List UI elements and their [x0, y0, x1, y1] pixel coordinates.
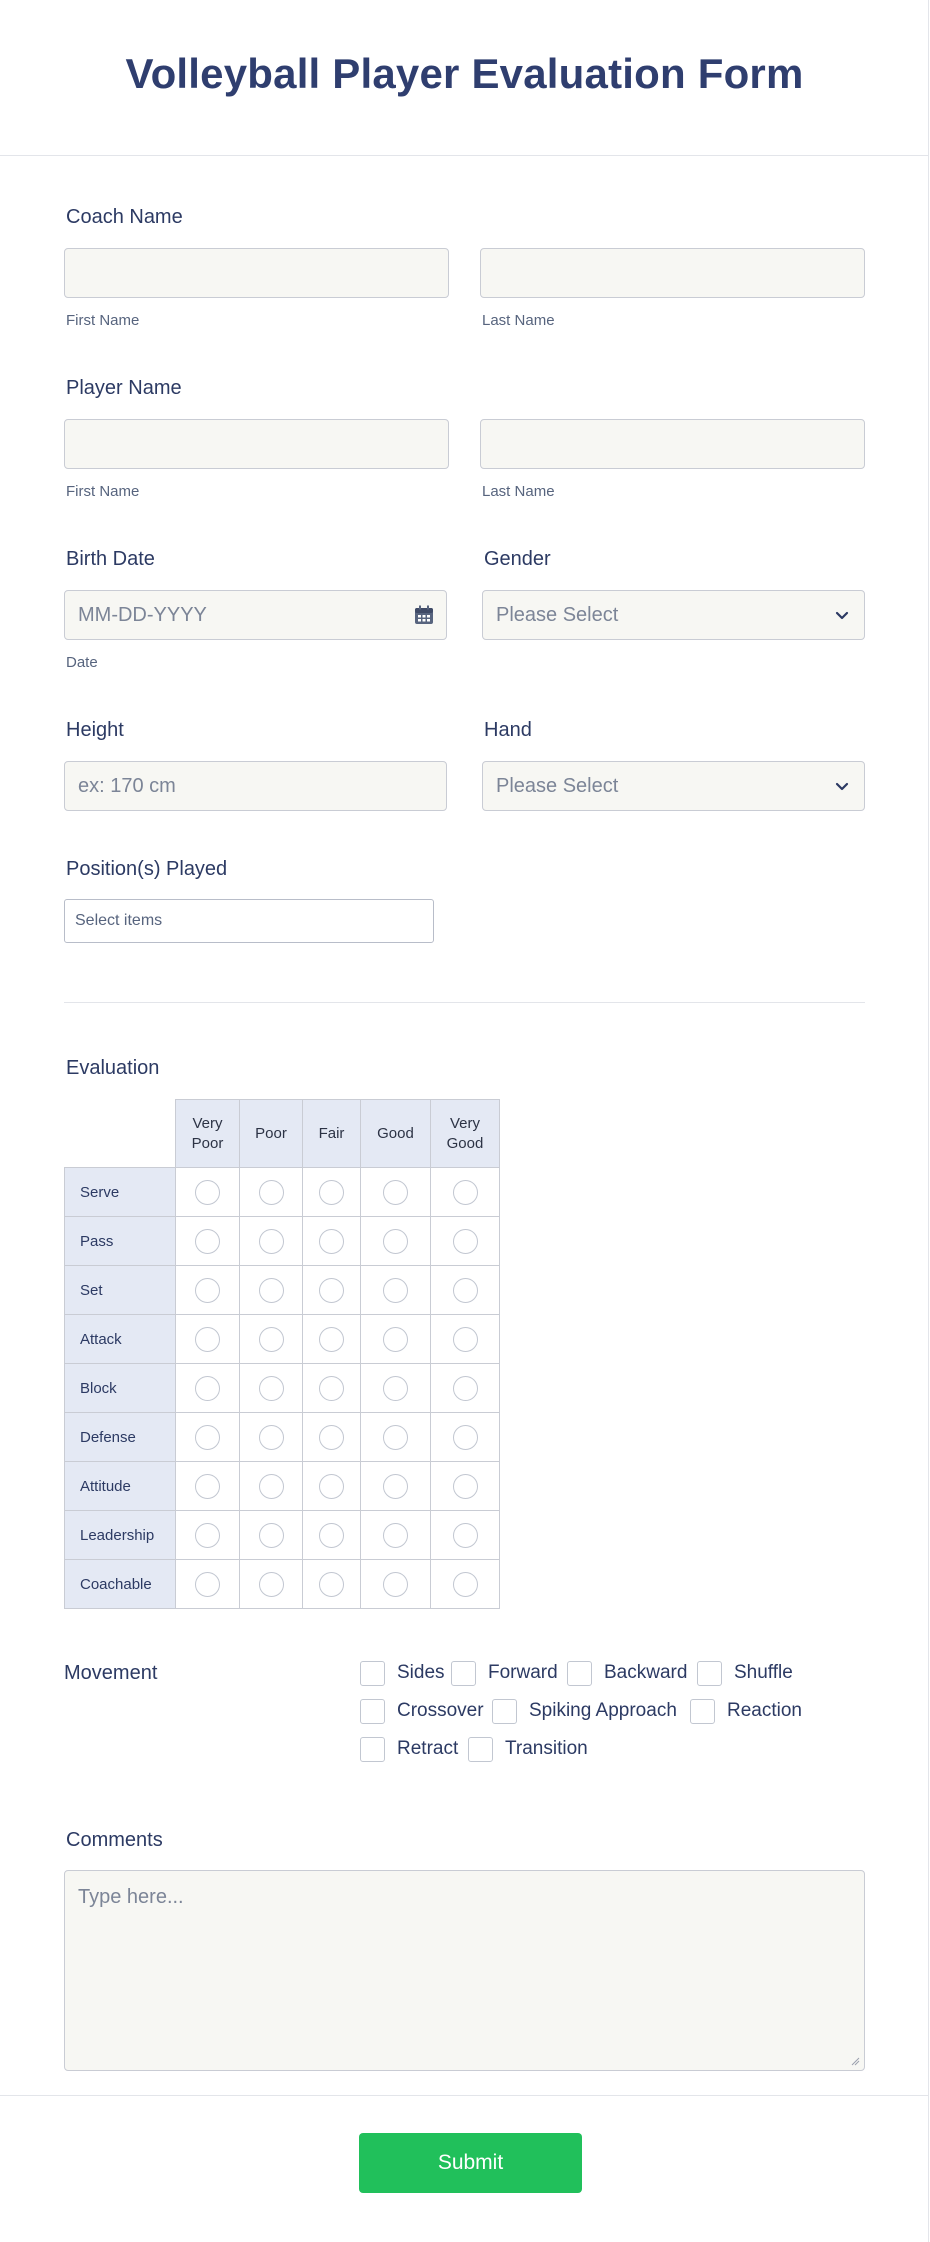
- matrix-cell: [361, 1511, 431, 1560]
- rating-radio[interactable]: [195, 1523, 220, 1548]
- matrix-cell: [431, 1217, 500, 1266]
- rating-radio[interactable]: [319, 1572, 344, 1597]
- form-header: [0, 0, 929, 156]
- player-first-name-input[interactable]: [64, 419, 449, 469]
- matrix-cell: [303, 1168, 361, 1217]
- checkbox-box[interactable]: [360, 1661, 385, 1686]
- rating-radio[interactable]: [383, 1180, 408, 1205]
- positions-label: Position(s) Played: [66, 858, 228, 880]
- rating-radio[interactable]: [453, 1474, 478, 1499]
- matrix-row-label: Leadership: [65, 1511, 176, 1560]
- rating-radio[interactable]: [453, 1327, 478, 1352]
- player-name-label: Player Name: [66, 377, 182, 399]
- matrix-cell: [431, 1462, 500, 1511]
- matrix-cell: [240, 1266, 303, 1315]
- rating-radio[interactable]: [319, 1474, 344, 1499]
- matrix-row: [65, 1217, 500, 1266]
- checkbox-label: Reaction: [727, 1700, 802, 1721]
- chevron-down-icon: [832, 605, 852, 625]
- checkbox-label: Crossover: [397, 1700, 484, 1721]
- gender-label: Gender: [484, 548, 551, 570]
- matrix-cell: [176, 1168, 240, 1217]
- matrix-cell: [176, 1511, 240, 1560]
- evaluation-label: Evaluation: [66, 1057, 160, 1079]
- rating-radio[interactable]: [195, 1229, 220, 1254]
- height-placeholder: ex: 170 cm: [78, 775, 176, 797]
- rating-radio[interactable]: [195, 1278, 220, 1303]
- matrix-cell: [361, 1413, 431, 1462]
- checkbox-label: Forward: [488, 1662, 558, 1683]
- rating-radio[interactable]: [319, 1376, 344, 1401]
- matrix-cell: [240, 1364, 303, 1413]
- matrix-column-header: Very Good: [431, 1100, 500, 1168]
- rating-radio[interactable]: [383, 1474, 408, 1499]
- matrix-column-header: Very Poor: [176, 1100, 240, 1168]
- rating-radio[interactable]: [259, 1523, 284, 1548]
- rating-radio[interactable]: [259, 1425, 284, 1450]
- matrix-row: [65, 1315, 500, 1364]
- rating-radio[interactable]: [319, 1180, 344, 1205]
- matrix-cell: [431, 1168, 500, 1217]
- rating-radio[interactable]: [319, 1327, 344, 1352]
- rating-radio[interactable]: [195, 1180, 220, 1205]
- matrix-cell: [240, 1560, 303, 1609]
- matrix-row: [65, 1266, 500, 1315]
- rating-radio[interactable]: [453, 1180, 478, 1205]
- matrix-row: [65, 1511, 500, 1560]
- coach-first-name-input[interactable]: [64, 248, 449, 298]
- rating-radio[interactable]: [453, 1376, 478, 1401]
- comments-textarea[interactable]: [64, 1870, 865, 2071]
- matrix-row: [65, 1168, 500, 1217]
- matrix-cell: [303, 1217, 361, 1266]
- rating-radio[interactable]: [259, 1572, 284, 1597]
- chevron-down-icon: [832, 776, 852, 796]
- matrix-cell: [361, 1217, 431, 1266]
- matrix-row-label: Defense: [65, 1413, 176, 1462]
- matrix-cell: [431, 1315, 500, 1364]
- matrix-column-header: Poor: [240, 1100, 303, 1168]
- checkbox-box[interactable]: [468, 1737, 493, 1762]
- coach-name-label: Coach Name: [66, 206, 183, 228]
- rating-radio[interactable]: [259, 1229, 284, 1254]
- matrix-cell: [303, 1266, 361, 1315]
- rating-radio[interactable]: [383, 1523, 408, 1548]
- matrix-row: [65, 1364, 500, 1413]
- matrix-cell: [240, 1168, 303, 1217]
- rating-radio[interactable]: [383, 1229, 408, 1254]
- matrix-row-label: Set: [65, 1266, 176, 1315]
- comments-placeholder: Type here...: [78, 1886, 184, 1908]
- resize-handle-icon[interactable]: [850, 2056, 860, 2066]
- rating-radio[interactable]: [319, 1278, 344, 1303]
- matrix-cell: [176, 1413, 240, 1462]
- birth-date-input[interactable]: [64, 590, 447, 640]
- evaluation-matrix: [64, 1099, 500, 1609]
- rating-radio[interactable]: [259, 1278, 284, 1303]
- rating-radio[interactable]: [319, 1523, 344, 1548]
- matrix-cell: [303, 1560, 361, 1609]
- rating-radio[interactable]: [195, 1572, 220, 1597]
- matrix-cell: [431, 1413, 500, 1462]
- matrix-cell: [240, 1315, 303, 1364]
- matrix-cell: [303, 1462, 361, 1511]
- matrix-cell: [176, 1315, 240, 1364]
- checkbox-box[interactable]: [492, 1699, 517, 1724]
- birth-date-placeholder: MM-DD-YYYY: [78, 604, 207, 626]
- matrix-cell: [431, 1511, 500, 1560]
- checkbox-box[interactable]: [451, 1661, 476, 1686]
- calendar-icon[interactable]: [414, 605, 434, 625]
- rating-radio[interactable]: [383, 1278, 408, 1303]
- matrix-corner: [65, 1100, 176, 1168]
- matrix-cell: [431, 1266, 500, 1315]
- rating-radio[interactable]: [195, 1474, 220, 1499]
- matrix-column-header: Fair: [303, 1100, 361, 1168]
- rating-radio[interactable]: [259, 1327, 284, 1352]
- matrix-cell: [361, 1560, 431, 1609]
- checkbox-label: Spiking Approach: [529, 1700, 677, 1721]
- matrix-cell: [361, 1462, 431, 1511]
- hand-label: Hand: [484, 719, 532, 741]
- rating-radio[interactable]: [453, 1229, 478, 1254]
- height-input[interactable]: [64, 761, 447, 811]
- positions-placeholder: Select items: [75, 912, 163, 929]
- matrix-cell: [303, 1511, 361, 1560]
- matrix-cell: [176, 1364, 240, 1413]
- matrix-row-label: Coachable: [65, 1560, 176, 1609]
- birth-date-sublabel: Date: [66, 654, 98, 671]
- matrix-cell: [361, 1266, 431, 1315]
- rating-radio[interactable]: [453, 1572, 478, 1597]
- movement-label: Movement: [64, 1662, 158, 1684]
- rating-radio[interactable]: [195, 1327, 220, 1352]
- checkbox-box[interactable]: [690, 1699, 715, 1724]
- matrix-row-label: Attack: [65, 1315, 176, 1364]
- player-last-name-input[interactable]: [480, 419, 865, 469]
- submit-button[interactable]: Submit: [359, 2133, 582, 2193]
- checkbox-label: Shuffle: [734, 1662, 793, 1683]
- matrix-row-label: Attitude: [65, 1462, 176, 1511]
- checkbox-box[interactable]: [567, 1661, 592, 1686]
- rating-radio[interactable]: [319, 1425, 344, 1450]
- matrix-cell: [303, 1364, 361, 1413]
- matrix-row-label: Pass: [65, 1217, 176, 1266]
- checkbox-label: Sides: [397, 1662, 445, 1683]
- hand-selected-value: Please Select: [496, 775, 619, 797]
- matrix-cell: [303, 1315, 361, 1364]
- matrix-column-header: Good: [361, 1100, 431, 1168]
- rating-radio[interactable]: [195, 1425, 220, 1450]
- matrix-cell: [176, 1462, 240, 1511]
- matrix-cell: [431, 1364, 500, 1413]
- checkbox-box[interactable]: [360, 1699, 385, 1724]
- height-label: Height: [66, 719, 124, 741]
- rating-radio[interactable]: [453, 1425, 478, 1450]
- matrix-cell: [431, 1560, 500, 1609]
- matrix-cell: [176, 1266, 240, 1315]
- coach-last-name-input[interactable]: [480, 248, 865, 298]
- matrix-row: [65, 1560, 500, 1609]
- matrix-cell: [176, 1560, 240, 1609]
- gender-select[interactable]: [482, 590, 865, 640]
- rating-radio[interactable]: [453, 1523, 478, 1548]
- rating-radio[interactable]: [259, 1180, 284, 1205]
- matrix-row-label: Serve: [65, 1168, 176, 1217]
- player-last-name-sublabel: Last Name: [482, 483, 555, 500]
- matrix-cell: [361, 1168, 431, 1217]
- matrix-cell: [240, 1511, 303, 1560]
- rating-radio[interactable]: [383, 1425, 408, 1450]
- checkbox-box[interactable]: [360, 1737, 385, 1762]
- checkbox-label: Transition: [505, 1738, 588, 1759]
- matrix-cell: [240, 1413, 303, 1462]
- rating-radio[interactable]: [383, 1376, 408, 1401]
- footer-divider: [0, 2095, 929, 2096]
- matrix-cell: [240, 1462, 303, 1511]
- matrix-cell: [176, 1217, 240, 1266]
- coach-first-name-sublabel: First Name: [66, 312, 140, 329]
- rating-radio[interactable]: [259, 1376, 284, 1401]
- coach-last-name-sublabel: Last Name: [482, 312, 555, 329]
- matrix-cell: [361, 1315, 431, 1364]
- hand-select[interactable]: [482, 761, 865, 811]
- rating-radio[interactable]: [383, 1572, 408, 1597]
- matrix-cell: [361, 1364, 431, 1413]
- matrix-cell: [303, 1413, 361, 1462]
- checkbox-box[interactable]: [697, 1661, 722, 1686]
- matrix-row-label: Block: [65, 1364, 176, 1413]
- rating-radio[interactable]: [259, 1474, 284, 1499]
- rating-radio[interactable]: [319, 1229, 344, 1254]
- rating-radio[interactable]: [383, 1327, 408, 1352]
- section-divider: [64, 1002, 865, 1003]
- checkbox-label: Retract: [397, 1738, 459, 1759]
- positions-multiselect[interactable]: [64, 899, 434, 943]
- rating-radio[interactable]: [195, 1376, 220, 1401]
- gender-selected-value: Please Select: [496, 604, 619, 626]
- rating-radio[interactable]: [453, 1278, 478, 1303]
- matrix-row: [65, 1462, 500, 1511]
- matrix-cell: [240, 1217, 303, 1266]
- checkbox-label: Backward: [604, 1662, 688, 1683]
- birth-date-label: Birth Date: [66, 548, 155, 570]
- form-title: Volleyball Player Evaluation Form: [125, 50, 804, 97]
- matrix-row: [65, 1413, 500, 1462]
- comments-label: Comments: [66, 1829, 163, 1851]
- player-first-name-sublabel: First Name: [66, 483, 140, 500]
